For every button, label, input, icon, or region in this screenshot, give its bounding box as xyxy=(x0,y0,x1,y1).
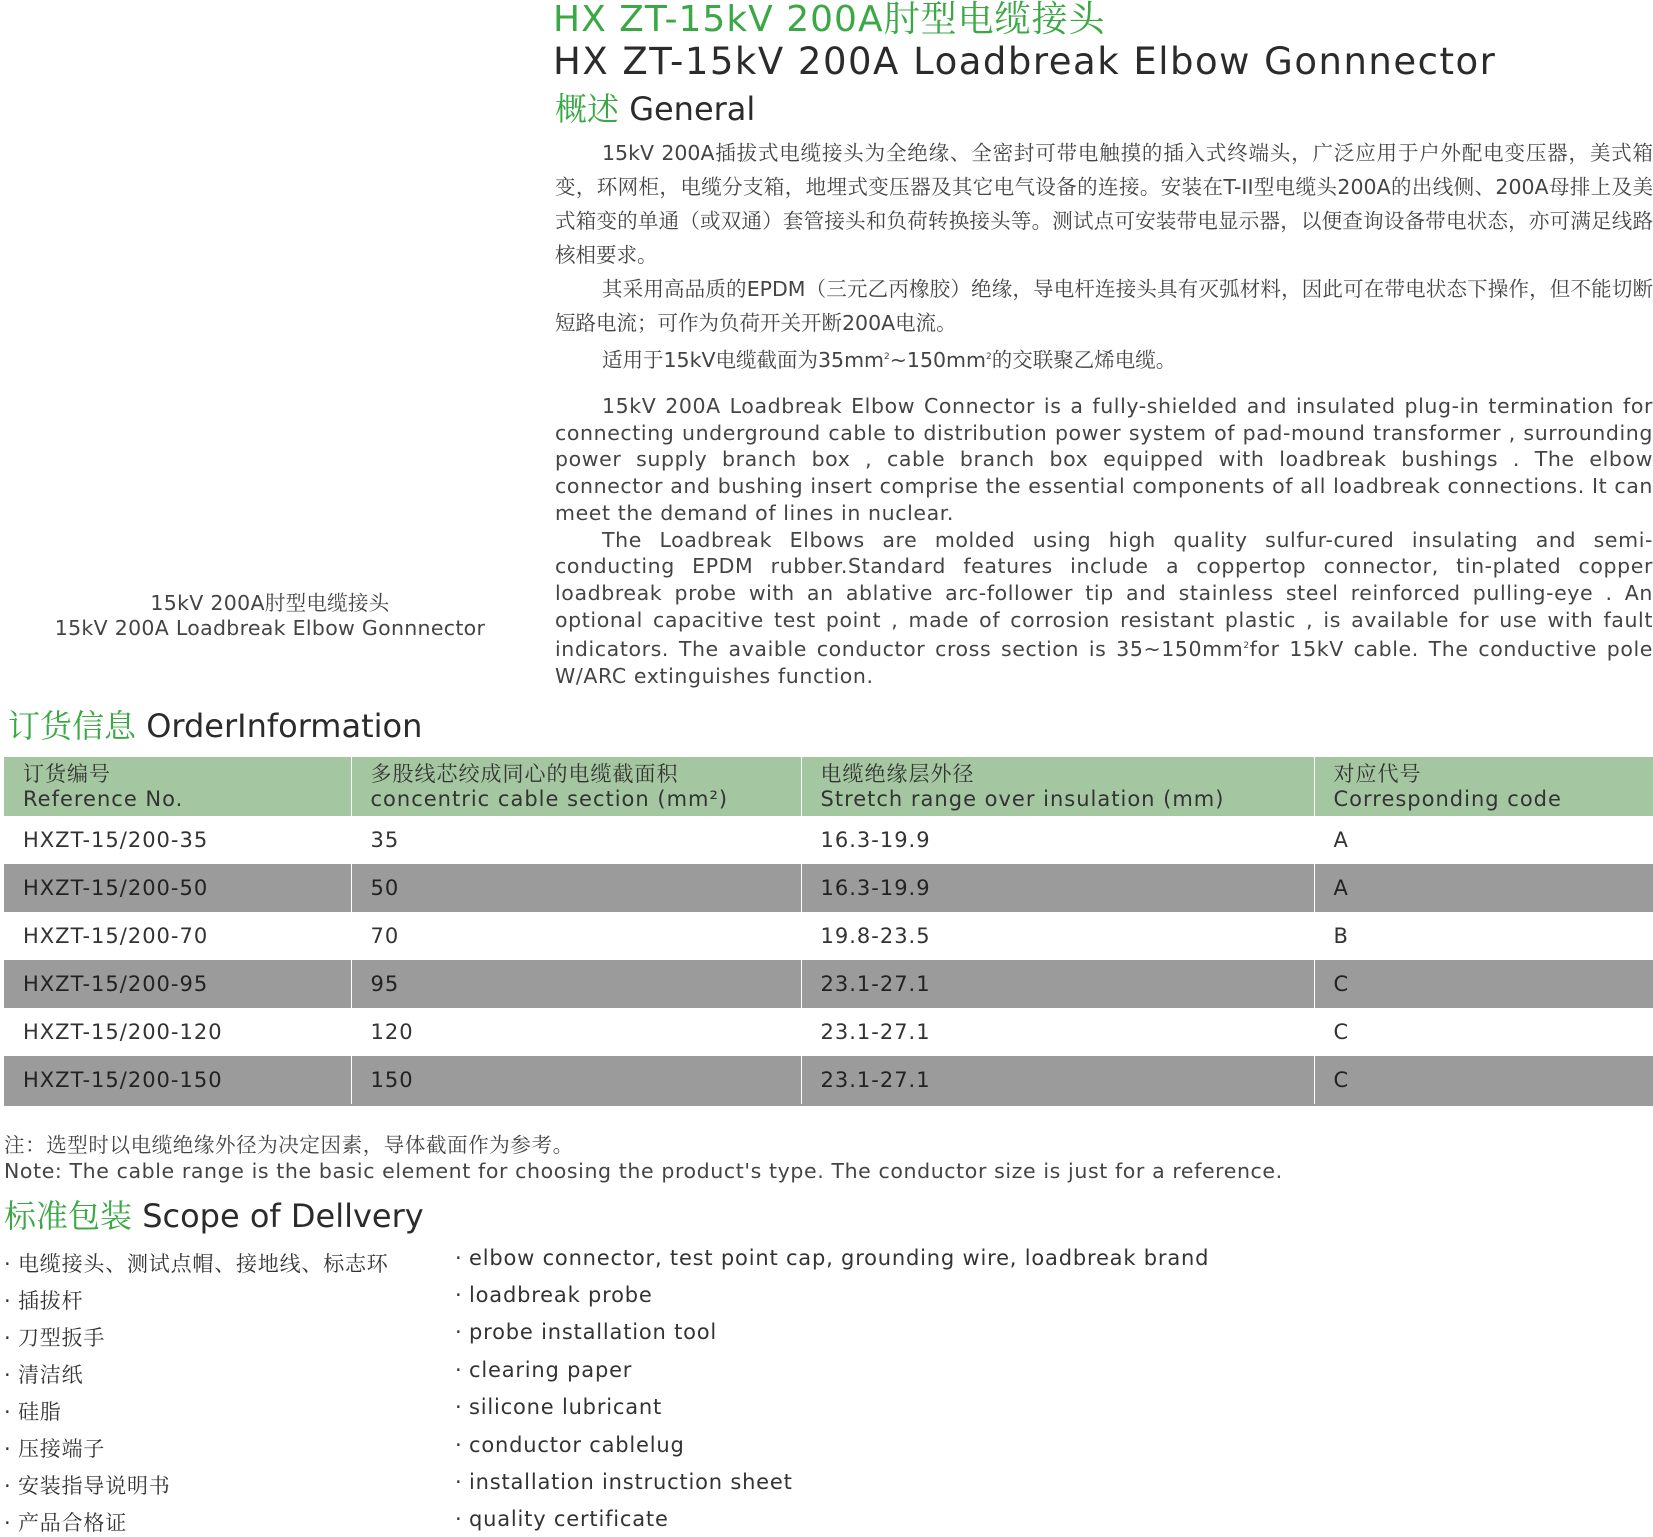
cell-code: C xyxy=(1314,1056,1653,1105)
table-row xyxy=(4,864,1653,912)
list-item xyxy=(4,1285,83,1315)
table-row xyxy=(4,1056,1653,1105)
bullet: · xyxy=(4,1474,18,1498)
cell-section: 120 xyxy=(351,1008,801,1056)
cell-reference: HXZT-15/200-120 xyxy=(4,1008,351,1056)
cell-range: 16.3-19.9 xyxy=(801,816,1314,864)
order-heading xyxy=(8,706,422,746)
list-item-text: elbow connector, test point cap, grounding wire, loadbreak brand xyxy=(469,1246,1209,1270)
list-item-text: probe installation tool xyxy=(469,1320,717,1344)
list-item xyxy=(455,1433,685,1457)
column-header-en: Reference No. xyxy=(23,787,351,812)
bullet: · xyxy=(4,1437,18,1461)
general-cn-paragraph-1: 15kV 200A插拔式电缆接头为全绝缘、全密封可带电触摸的插入式终端头，广泛应用于户外配电变压器，美式箱变，环网柜，电缆分支箱，地埋式变压器及其它电气设备的连接。安装在T-II型电缆头200A的出线侧、200A母排上及美式箱变的单通（或双通）套管接头和负荷转换接头等。测试点可安装带电显示器，以便查询设备带电状态，亦可满足线路核相要求。 xyxy=(555,136,1653,272)
cell-range: 19.8-23.5 xyxy=(801,912,1314,960)
list-item-text: clearing paper xyxy=(469,1358,632,1382)
general-cn-paragraph-2: 其采用高品质的EPDM（三元乙丙橡胶）绝缘，导电杆连接头具有灭弧材料，因此可在带电状态下操作，但不能切断短路电流；可作为负荷开关开断200A电流。 xyxy=(555,272,1653,340)
table-row xyxy=(4,912,1653,960)
table-row xyxy=(4,1008,1653,1056)
selection-note-en: Note: The cable range is the basic element for choosing the product's type. The conductor size is just for a reference. xyxy=(4,1158,1283,1184)
cell-code: C xyxy=(1314,1008,1653,1056)
list-item-text: installation instruction sheet xyxy=(469,1470,793,1494)
bullet: · xyxy=(4,1363,18,1387)
cell-section: 150 xyxy=(351,1056,801,1105)
list-item xyxy=(4,1433,105,1463)
list-item-text: silicone lubricant xyxy=(469,1395,662,1419)
en-para2-end: for 15kV cable. The conductive pole W/ARC extinguishes function. xyxy=(555,637,1653,688)
cell-reference: HXZT-15/200-50 xyxy=(4,864,351,912)
general-en-paragraph-1: 15kV 200A Loadbreak Elbow Connector is a fully-shielded and insulated plug-in termination for connecting underground cable to distribution power system of pad-mound transformer , surrounding power supply branch box , cable branch box equipped with loadbreak bushings . The elbow connector and bushing insert comprise the essential components of all loadbreak connections. It can meet the demand of lines in nuclear. xyxy=(555,393,1653,527)
bullet: · xyxy=(4,1252,18,1276)
general-heading-en: General xyxy=(629,90,755,128)
order-heading-cn: 订货信息 xyxy=(8,707,136,745)
general-cn-paragraph-3 xyxy=(555,340,1653,377)
list-item xyxy=(4,1470,171,1500)
bullet: · xyxy=(455,1395,469,1419)
column-header-cn: 订货编号 xyxy=(23,762,351,787)
bullet: · xyxy=(4,1400,18,1424)
bullet: · xyxy=(455,1507,469,1531)
table-row xyxy=(4,816,1653,864)
superscript-2: 2 xyxy=(884,352,890,362)
cell-reference: HXZT-15/200-35 xyxy=(4,816,351,864)
cn-para3-mid: ~150mm xyxy=(890,348,986,372)
selection-note xyxy=(4,1132,1283,1184)
bullet: · xyxy=(455,1433,469,1457)
order-table-header xyxy=(4,757,1653,816)
cell-range: 23.1-27.1 xyxy=(801,1056,1314,1105)
product-caption-en: 15kV 200A Loadbreak Elbow Gonnnector xyxy=(30,616,510,641)
cell-range: 23.1-27.1 xyxy=(801,1008,1314,1056)
column-header-reference xyxy=(4,757,351,816)
order-table xyxy=(4,757,1653,1106)
en-para2-start: The Loadbreak Elbows are molded using high quality sulfur-cured insulating and semi-conducting EPDM rubber.Standard features include a coppertop connector, tin-plated copper loadbreak probe with an ablative arc-follower tip and stainless steel reinforced pulling-eye . An optional capacitive test point , made of corrosion resistant plastic , is available for use with fault indicators. The avaible conductor cross section is 35~150mm xyxy=(555,528,1653,662)
column-header-insulation-range xyxy=(801,757,1314,816)
bullet: · xyxy=(455,1320,469,1344)
list-item-text: 产品合格证 xyxy=(18,1511,127,1535)
bullet: · xyxy=(455,1283,469,1307)
cell-code: A xyxy=(1314,864,1653,912)
list-item xyxy=(455,1320,717,1344)
bullet: · xyxy=(4,1326,18,1350)
cell-reference: HXZT-15/200-95 xyxy=(4,960,351,1008)
product-caption xyxy=(30,591,510,641)
bullet: · xyxy=(455,1358,469,1382)
cell-section: 35 xyxy=(351,816,801,864)
list-item-text: 插拔杆 xyxy=(18,1289,83,1313)
scope-heading-cn: 标准包装 xyxy=(4,1197,132,1235)
selection-note-cn: 注：选型时以电缆绝缘外径为决定因素，导体截面作为参考。 xyxy=(4,1132,1283,1158)
bullet: · xyxy=(455,1470,469,1494)
page-title-cn: HX ZT-15kV 200A肘型电缆接头 xyxy=(553,0,1106,40)
list-item-text: 安装指导说明书 xyxy=(18,1474,171,1498)
list-item xyxy=(455,1246,1209,1270)
bullet: · xyxy=(4,1511,18,1535)
cell-code: B xyxy=(1314,912,1653,960)
list-item xyxy=(455,1358,632,1382)
order-heading-en: OrderInformation xyxy=(146,707,422,745)
general-description-cn xyxy=(555,136,1653,377)
column-header-en: concentric cable section (mm²) xyxy=(371,787,801,812)
cn-para3-end: 的交联聚乙烯电缆。 xyxy=(992,348,1177,372)
list-item-text: quality certificate xyxy=(469,1507,669,1531)
list-item xyxy=(4,1396,62,1426)
general-heading-cn: 概述 xyxy=(555,90,619,128)
column-header-cn: 电缆绝缘层外径 xyxy=(821,762,1314,787)
list-item xyxy=(455,1507,669,1531)
cell-code: A xyxy=(1314,816,1653,864)
column-header-cn: 多股线芯绞成同心的电缆截面积 xyxy=(371,762,801,787)
list-item xyxy=(455,1283,653,1307)
product-caption-cn: 15kV 200A肘型电缆接头 xyxy=(30,591,510,616)
list-item-text: conductor cablelug xyxy=(469,1433,685,1457)
list-item-text: 压接端子 xyxy=(18,1437,105,1461)
cell-range: 23.1-27.1 xyxy=(801,960,1314,1008)
scope-heading xyxy=(4,1196,424,1236)
cell-code: C xyxy=(1314,960,1653,1008)
list-item xyxy=(4,1359,83,1389)
cell-section: 95 xyxy=(351,960,801,1008)
general-description-en xyxy=(555,393,1653,690)
general-en-paragraph-2 xyxy=(555,527,1653,690)
table-row xyxy=(4,960,1653,1008)
cell-reference: HXZT-15/200-70 xyxy=(4,912,351,960)
list-item xyxy=(4,1507,127,1537)
list-item-text: 清洁纸 xyxy=(18,1363,83,1387)
list-item xyxy=(455,1395,662,1419)
list-item-text: 硅脂 xyxy=(18,1400,62,1424)
column-header-en: Corresponding code xyxy=(1334,787,1653,812)
general-heading xyxy=(555,89,755,129)
list-item-text: 电缆接头、测试点帽、接地线、标志环 xyxy=(18,1252,389,1276)
cell-reference: HXZT-15/200-150 xyxy=(4,1056,351,1105)
cell-section: 50 xyxy=(351,864,801,912)
cell-section: 70 xyxy=(351,912,801,960)
column-header-cable-section xyxy=(351,757,801,816)
cn-para3-start: 适用于15kV电缆截面为35mm xyxy=(602,348,884,372)
superscript-2: 2 xyxy=(986,352,992,362)
bullet: · xyxy=(4,1289,18,1313)
superscript-2: 2 xyxy=(1243,641,1249,651)
column-header-cn: 对应代号 xyxy=(1334,762,1653,787)
bullet: · xyxy=(455,1246,469,1270)
cell-range: 16.3-19.9 xyxy=(801,864,1314,912)
list-item xyxy=(4,1322,105,1352)
list-item xyxy=(4,1248,389,1278)
column-header-en: Stretch range over insulation (mm) xyxy=(821,787,1314,812)
list-item xyxy=(455,1470,793,1494)
column-header-code xyxy=(1314,757,1653,816)
list-item-text: loadbreak probe xyxy=(469,1283,653,1307)
page-title-en: HX ZT-15kV 200A Loadbreak Elbow Gonnnector xyxy=(553,40,1496,84)
list-item-text: 刀型扳手 xyxy=(18,1326,105,1350)
scope-heading-en: Scope of Dellvery xyxy=(142,1197,424,1235)
